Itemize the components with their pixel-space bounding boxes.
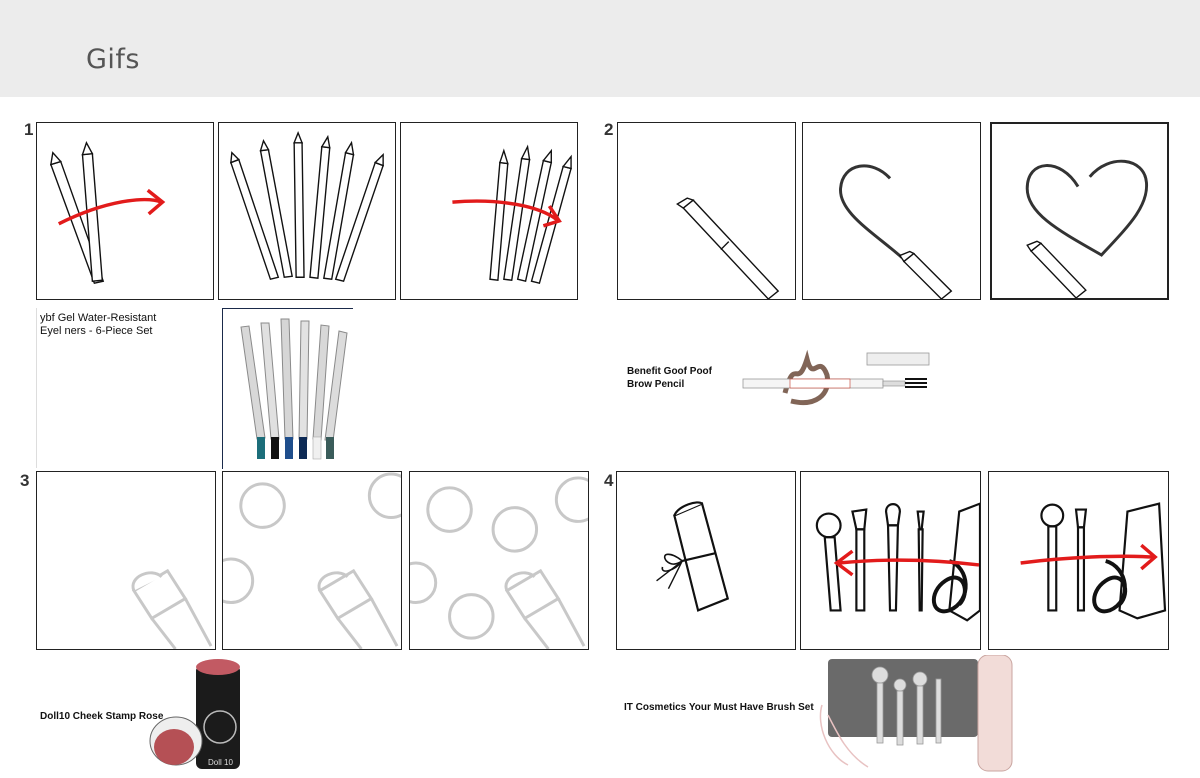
gif-frame-4-1: [616, 471, 796, 650]
cheek-stamp-dots-icon: [223, 472, 401, 649]
product-name-2: Benefit Goof Poof Brow Pencil: [627, 366, 712, 390]
section-number-4: 4: [604, 471, 614, 490]
gif-frame-1-2: [218, 122, 396, 300]
brow-pencil-drawing-icon: [803, 123, 980, 299]
cheek-stamp-product-icon: [148, 655, 248, 773]
gif-frame-3-2: [222, 471, 402, 650]
svg-text:Doll 10: Doll 10: [208, 758, 233, 767]
section-number-1: 1: [24, 120, 34, 139]
brow-pencil-photo: [735, 335, 935, 410]
section-number-2: 2: [604, 120, 614, 139]
gif-frame-1-3: [400, 122, 578, 300]
cheek-stamp-sketch-icon: [37, 472, 215, 649]
product-name-1: ybf Gel Water-Resistant Eyel ners - 6-Piece Set: [40, 312, 157, 337]
section-number-3: 3: [20, 471, 30, 490]
eyeliner-fan-icon: [219, 123, 395, 299]
gif-frame-4-3: [988, 471, 1169, 650]
page-title: Gifs: [86, 44, 140, 75]
divider: [36, 308, 37, 468]
brow-pencil-icon: [618, 123, 795, 299]
gif-frame-2-1: [617, 122, 796, 300]
gif-frame-1-1: [36, 122, 214, 300]
cheek-stamp-photo: [148, 655, 248, 773]
product-name-4: IT Cosmetics Your Must Have Brush Set: [624, 702, 814, 713]
eyeliner-sketch-icon: [37, 123, 213, 299]
rolled-pouch-icon: [617, 472, 795, 649]
gif-frame-3-1: [36, 471, 216, 650]
brush-set-photo: [818, 655, 1018, 773]
eyeliner-pencils-icon: [223, 309, 353, 469]
brow-pencil-product-icon: [735, 335, 935, 410]
cheek-stamp-dots-icon: [410, 472, 588, 649]
brush-set-product-icon: [818, 655, 1018, 773]
eyeliner-set-photo: [222, 308, 353, 469]
product-name-3: Doll10 Cheek Stamp Rose: [40, 711, 164, 722]
eyeliner-sketch-icon: [401, 123, 577, 299]
brush-set-sketch-icon: [801, 472, 980, 649]
gif-frame-2-3: [990, 122, 1169, 300]
gif-frame-4-2: [800, 471, 981, 650]
brush-set-sketch-icon: [989, 472, 1168, 649]
gif-frame-2-2: [802, 122, 981, 300]
gif-frame-3-3: [409, 471, 589, 650]
page-header: [0, 0, 1200, 97]
heart-drawing-icon: [992, 124, 1167, 298]
